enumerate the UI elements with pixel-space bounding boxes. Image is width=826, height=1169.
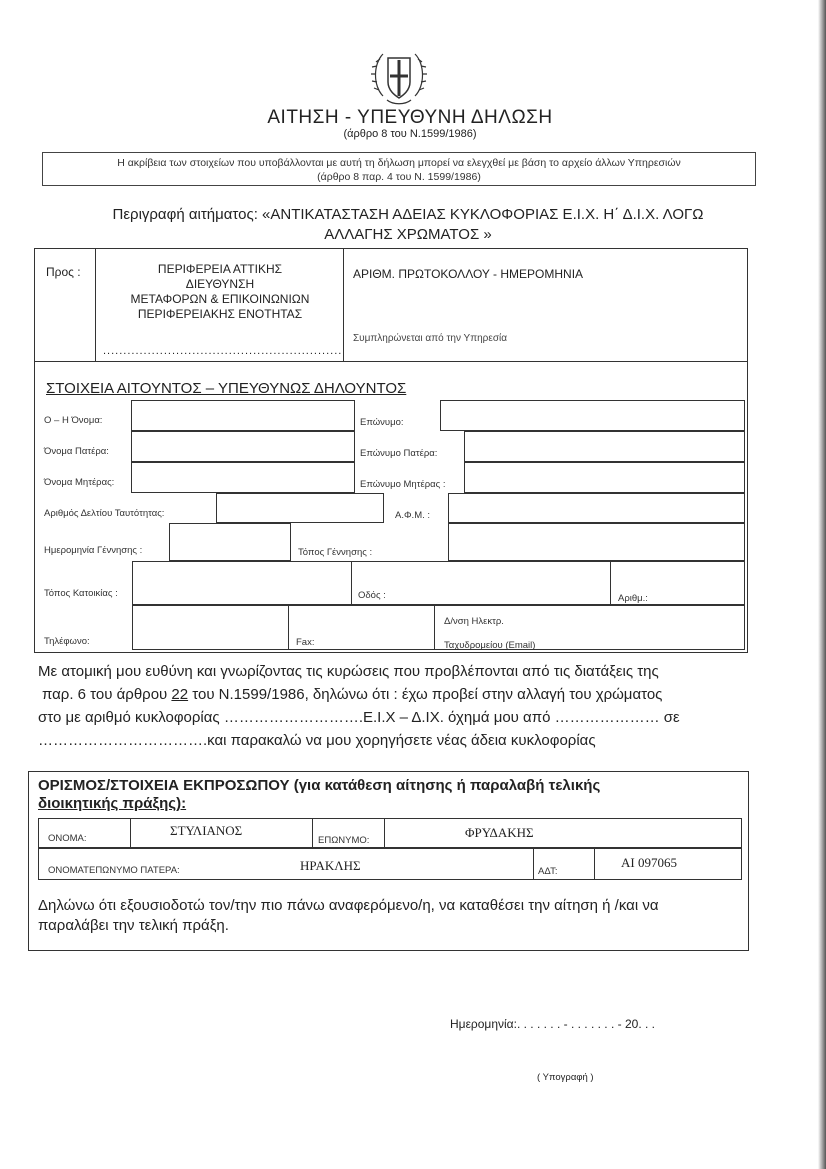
fax-label: Fax: bbox=[296, 637, 315, 648]
representative-row-1 bbox=[38, 818, 742, 848]
rep-divider-d bbox=[533, 848, 534, 880]
representative-title bbox=[38, 777, 744, 813]
declaration-line-2a: παρ. 6 του άρθρου bbox=[42, 686, 172, 703]
declaration-line-2c: του Ν.1599/1986, δηλώνω ότι : έχω προβεί στην αλλαγή του χρώματος bbox=[188, 686, 663, 703]
to-label: Προς : bbox=[46, 265, 81, 279]
last-name-label: Επώνυμο: bbox=[360, 417, 404, 428]
birth-place-field[interactable] bbox=[448, 523, 745, 561]
request-line-1: Περιγραφή αιτήματος: «ΑΝΤΙΚΑΤΑΣΤΑΣΗ ΑΔΕΙΑΣ ΚΥΚΛΟΦΟΡΙΑΣ Ε.Ι.Χ. Η΄ Δ.Ι.Χ. ΛΟΓΩ bbox=[112, 206, 704, 223]
scan-edge-shadow bbox=[818, 0, 826, 1169]
declaration-line-3: στο με αριθμό κυκλοφορίας ……………………….Ε.Ι.Χ – Δ.ΙΧ. όχημά μου από ………………… σε bbox=[38, 709, 680, 726]
email-field[interactable] bbox=[435, 605, 745, 650]
request-description bbox=[40, 205, 776, 245]
applicant-section-title: ΣΤΟΙΧΕΙΑ ΑΙΤΟΥΝΤΟΣ – ΥΠΕΥΘΥΝΩΣ ΔΗΛΟΥΝΤΟΣ bbox=[46, 380, 407, 397]
rep-divider-b bbox=[312, 818, 313, 848]
verification-notice bbox=[42, 152, 756, 186]
father-surname-label: Επώνυμο Πατέρα: bbox=[360, 448, 438, 459]
mother-name-label: Όνομα Μητέρας: bbox=[44, 477, 115, 488]
id-number-field[interactable] bbox=[216, 493, 384, 523]
number-field[interactable] bbox=[611, 561, 745, 605]
last-name-field[interactable] bbox=[440, 400, 745, 431]
residence-label: Τόπος Κατοικίας : bbox=[44, 588, 118, 599]
afm-field[interactable] bbox=[448, 493, 745, 523]
phone-field[interactable] bbox=[132, 605, 289, 650]
greek-emblem-icon bbox=[371, 46, 427, 108]
birth-date-field[interactable] bbox=[169, 523, 291, 561]
rep-divider-a bbox=[130, 818, 131, 848]
birth-place-label: Τόπος Γέννησης : bbox=[298, 547, 373, 558]
date-line: Ημερομηνία:. . . . . . . - . . . . . . . - 20. . . bbox=[450, 1017, 655, 1031]
recipient-line-1: ΠΕΡΙΦΕΡΕΙΑ ΑΤΤΙΚΗΣ bbox=[157, 262, 283, 276]
phone-label: Τηλέφωνο: bbox=[44, 636, 90, 647]
number-label: Αριθμ.: bbox=[618, 593, 648, 604]
request-line-2: ΑΛΛΑΓΗΣ ΧΡΩΜΑΤΟΣ » bbox=[324, 226, 492, 243]
rep-name-label: ΟΝΟΜΑ: bbox=[48, 833, 87, 844]
id-number-label: Αριθμός Δελτίου Ταυτότητας: bbox=[44, 508, 165, 519]
service-note: Συμπληρώνεται από την Υπηρεσία bbox=[353, 333, 507, 344]
father-name-label: Όνομα Πατέρα: bbox=[44, 446, 109, 457]
recipient-divider-right bbox=[343, 249, 344, 361]
residence-field[interactable] bbox=[132, 561, 352, 605]
afm-label: Α.Φ.Μ. : bbox=[395, 510, 431, 521]
rep-surname-value[interactable]: ΦΡΥΔΑΚΗΣ bbox=[465, 825, 534, 840]
representative-title-line-1: ΟΡΙΣΜΟΣ/ΣΤΟΙΧΕΙΑ ΕΚΠΡΟΣΩΠΟΥ (για κατάθεση αίτησης ή παραλαβή τελικής bbox=[38, 777, 601, 794]
declaration-line-4: …………………………….και παρακαλώ να μου χορηγήσετε νέας άδεια κυκλοφορίας bbox=[38, 732, 596, 749]
recipient-address bbox=[105, 262, 335, 322]
declaration-line-1: Με ατομική μου ευθύνη και γνωρίζοντας τις κυρώσεις που προβλέπονται από τις διατάξεις της bbox=[38, 663, 659, 680]
first-name-label: Ο – Η Όνομα: bbox=[44, 415, 103, 426]
father-surname-field[interactable] bbox=[464, 431, 745, 462]
recipient-line-2: ΔΙΕΥΘΥΝΣΗ bbox=[185, 277, 255, 291]
fax-field[interactable] bbox=[289, 605, 435, 650]
rep-name-value[interactable]: ΣΤΥΛΙΑΝΟΣ bbox=[170, 823, 243, 838]
recipient-dots: ........................................................... bbox=[103, 345, 343, 357]
rep-father-label: ΟΝΟΜΑΤΕΠΩΝΥΜΟ ΠΑΤΕΡΑ: bbox=[48, 865, 180, 876]
father-name-field[interactable] bbox=[131, 431, 355, 462]
article-number: 22 bbox=[171, 686, 189, 703]
protocol-label: ΑΡΙΘΜ. ΠΡΩΤΟΚΟΛΛΟΥ - ΗΜΕΡΟΜΗΝΙΑ bbox=[353, 267, 584, 281]
mother-name-field[interactable] bbox=[131, 462, 355, 493]
street-field[interactable] bbox=[352, 561, 611, 605]
authorization-text bbox=[38, 896, 750, 936]
rep-adt-label: ΑΔΤ: bbox=[538, 866, 558, 877]
rep-divider-e bbox=[594, 848, 595, 880]
rep-divider-c bbox=[384, 818, 385, 848]
declaration-line-2 bbox=[38, 683, 758, 706]
representative-title-line-2: διοικητικής πράξης): bbox=[38, 795, 187, 812]
email-label-line-1: Δ/νση Ηλεκτρ. bbox=[444, 616, 504, 627]
rep-surname-label: ΕΠΩΝΥΜΟ: bbox=[318, 835, 370, 846]
rep-adt-value[interactable]: ΑΙ 097065 bbox=[621, 855, 677, 870]
declaration-text bbox=[38, 660, 758, 752]
recipient-line-3: ΜΕΤΑΦΟΡΩΝ & ΕΠΙΚΟΙΝΩΝΙΩΝ bbox=[130, 292, 310, 306]
recipient-divider-left bbox=[95, 249, 96, 361]
form-title: ΑΙΤΗΣΗ - ΥΠΕΥΘΥΝΗ ΔΗΛΩΣΗ bbox=[267, 107, 553, 128]
form-subtitle: (άρθρο 8 του Ν.1599/1986) bbox=[343, 128, 477, 140]
first-name-field[interactable] bbox=[131, 400, 355, 431]
authorization-line-1: Δηλώνω ότι εξουσιοδοτώ τον/την πιο πάνω αναφερόμενο/η, να καταθέσει την αίτηση ή /και να bbox=[38, 897, 659, 914]
signature-label: ( Υπογραφή ) bbox=[537, 1072, 594, 1083]
mother-surname-label: Επώνυμο Μητέρας : bbox=[360, 479, 446, 490]
mother-surname-field[interactable] bbox=[464, 462, 745, 493]
recipient-line-4: ΠΕΡΙΦΕΡΕΙΑΚΗΣ ΕΝΟΤΗΤΑΣ bbox=[137, 307, 303, 321]
birth-date-label: Ημερομηνία Γέννησης : bbox=[44, 545, 143, 556]
authorization-line-2: παραλάβει την τελική πράξη. bbox=[38, 917, 229, 934]
notice-line-1: Η ακρίβεια των στοιχείων που υποβάλλονται με αυτή τη δήλωση μπορεί να ελεγχθεί με βάση το αρχείο άλλων Υπηρεσιών bbox=[117, 157, 681, 169]
rep-father-value[interactable]: ΗΡΑΚΛΗΣ bbox=[300, 858, 361, 873]
street-label: Οδός : bbox=[358, 590, 386, 601]
email-label-line-2: Ταχυδρομείου (Email) bbox=[444, 640, 536, 651]
notice-line-2: (άρθρο 8 παρ. 4 του Ν. 1599/1986) bbox=[317, 171, 481, 183]
